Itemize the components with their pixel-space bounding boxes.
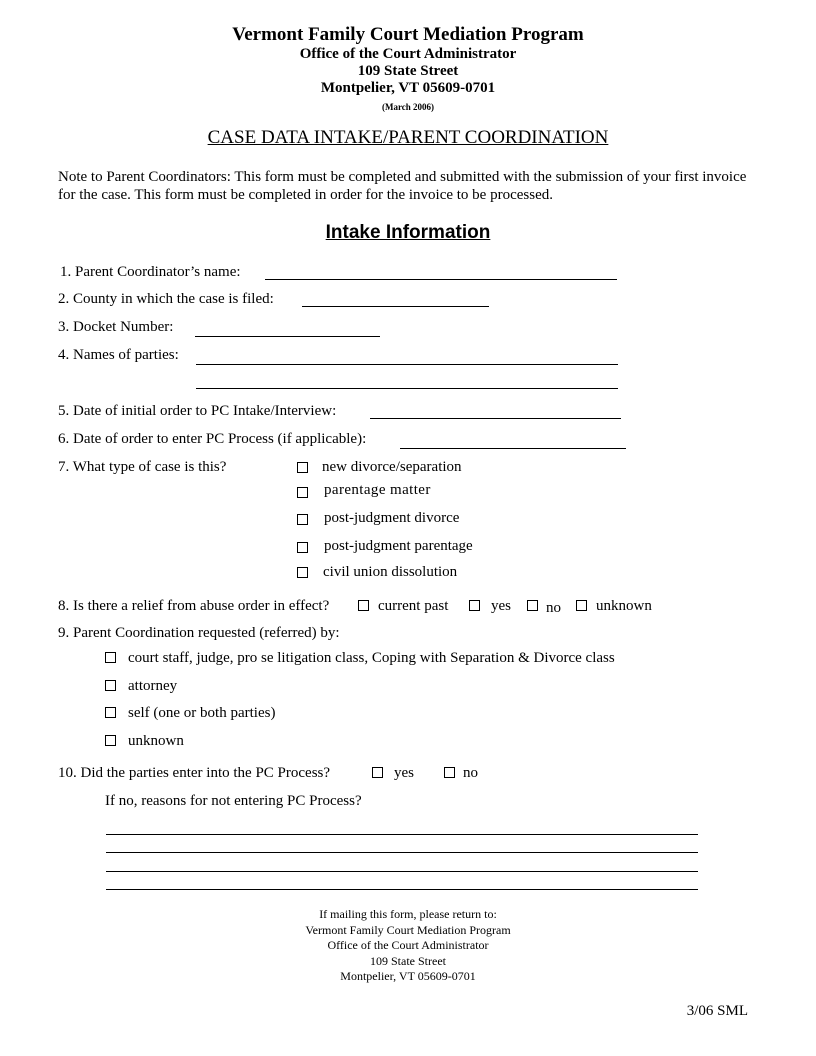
footer-intro: If mailing this form, please return to: — [319, 907, 497, 921]
street-address: 109 State Street — [357, 63, 459, 79]
footer-program: Vermont Family Court Mediation Program — [305, 923, 511, 937]
referral-checkbox[interactable] — [105, 735, 116, 746]
form-title: CASE DATA INTAKE/PARENT COORDINATION — [207, 127, 609, 148]
referral-option-label: court staff, judge, pro se litigation class, Coping with Separation & Divorce class — [128, 650, 615, 666]
reasons-line-4[interactable] — [106, 889, 698, 890]
case-type-checkbox[interactable] — [297, 567, 308, 578]
q2-label: 2. County in which the case is filed: — [58, 291, 274, 307]
note-to-coordinators: Note to Parent Coordinators: This form must be completed and submitted with the submission of your first invoice for the case. This form must be completed in order for the invoice to be processed. — [58, 169, 747, 203]
city-address: Montpelier, VT 05609-0701 — [320, 80, 496, 96]
q5-label: 5. Date of initial order to PC Intake/Interview: — [58, 403, 337, 419]
case-type-checkbox[interactable] — [297, 542, 308, 553]
abuse-order-option-label: current past — [378, 598, 449, 614]
pc-process-option-label: yes — [394, 765, 414, 781]
q1-coordinator-name-field[interactable] — [265, 279, 617, 280]
abuse-order-option-label: no — [546, 600, 561, 616]
referral-checkbox[interactable] — [105, 652, 116, 663]
abuse-order-checkbox[interactable] — [576, 600, 587, 611]
q7-label: 7. What type of case is this? — [58, 459, 227, 475]
footer-street: 109 State Street — [370, 954, 446, 968]
q3-label: 3. Docket Number: — [58, 319, 174, 335]
q3-docket-field[interactable] — [195, 336, 380, 337]
pc-process-option-label: no — [463, 765, 478, 781]
q6-label: 6. Date of order to enter PC Process (if applicable): — [58, 431, 367, 447]
program-title: Vermont Family Court Mediation Program — [232, 24, 584, 45]
form-code: 3/06 SML — [686, 1003, 748, 1019]
footer-city: Montpelier, VT 05609-0701 — [340, 969, 476, 983]
revision-date: (March 2006) — [381, 102, 435, 112]
case-type-checkbox[interactable] — [297, 514, 308, 525]
q10-followup-label: If no, reasons for not entering PC Process? — [105, 793, 362, 809]
q5-date-field[interactable] — [370, 418, 621, 419]
referral-option-label: unknown — [128, 733, 184, 749]
q1-label: 1. Parent Coordinator’s name: — [60, 264, 241, 280]
reasons-line-2[interactable] — [106, 852, 698, 853]
abuse-order-option-label: yes — [491, 598, 511, 614]
pc-process-checkbox[interactable] — [372, 767, 383, 778]
case-type-label: parentage matter — [324, 482, 431, 498]
q4-parties-field-2[interactable] — [196, 388, 618, 389]
q8-label: 8. Is there a relief from abuse order in effect? — [58, 598, 330, 614]
reasons-line-1[interactable] — [106, 834, 698, 835]
section-title: Intake Information — [325, 222, 491, 243]
case-type-checkbox[interactable] — [297, 487, 308, 498]
abuse-order-option-label: unknown — [596, 598, 652, 614]
q9-label: 9. Parent Coordination requested (referred) by: — [58, 625, 340, 641]
reasons-line-3[interactable] — [106, 871, 698, 872]
abuse-order-checkbox[interactable] — [527, 600, 538, 611]
q4-label: 4. Names of parties: — [58, 347, 179, 363]
referral-option-label: self (one or both parties) — [128, 705, 276, 721]
q6-date-field[interactable] — [400, 448, 626, 449]
footer-office: Office of the Court Administrator — [327, 938, 489, 952]
office-name: Office of the Court Administrator — [299, 46, 517, 62]
pc-process-checkbox[interactable] — [444, 767, 455, 778]
referral-checkbox[interactable] — [105, 680, 116, 691]
case-type-label: civil union dissolution — [323, 564, 458, 580]
case-type-label: post-judgment divorce — [324, 510, 460, 526]
case-type-label: new divorce/separation — [322, 459, 462, 475]
q4-parties-field-1[interactable] — [196, 364, 618, 365]
abuse-order-checkbox[interactable] — [469, 600, 480, 611]
q2-county-field[interactable] — [302, 306, 489, 307]
abuse-order-checkbox[interactable] — [358, 600, 369, 611]
referral-option-label: attorney — [128, 678, 178, 694]
referral-checkbox[interactable] — [105, 707, 116, 718]
case-type-label: post-judgment parentage — [324, 538, 473, 554]
case-type-checkbox[interactable] — [297, 462, 308, 473]
q10-label: 10. Did the parties enter into the PC Process? — [58, 765, 331, 781]
